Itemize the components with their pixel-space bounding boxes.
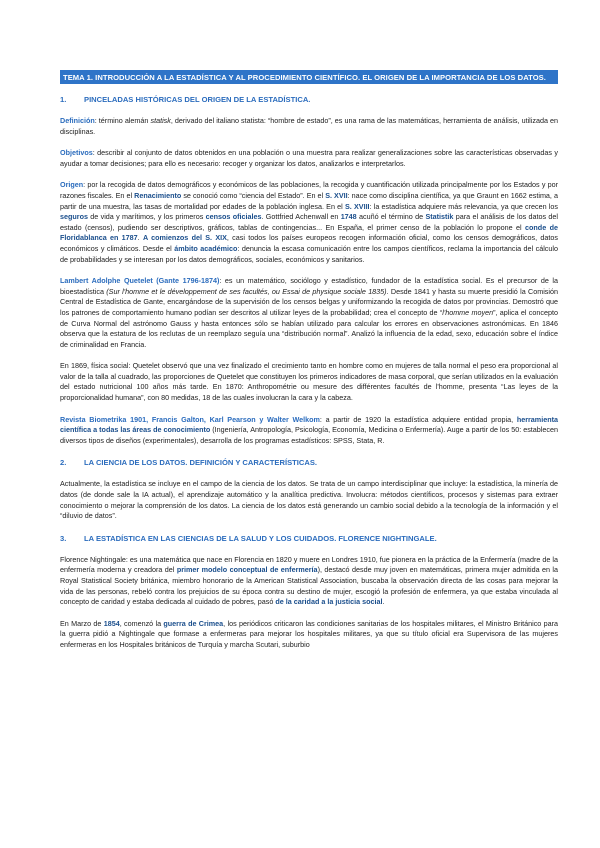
section-heading-3 <box>60 533 558 544</box>
origin-paragraph: Origen: por la recogida de datos demográficos y económicos de las poblaciones, la recogida y cuantificación utilizada principalmente por los Estados y por razones fiscales. En el Renacimiento se conoció como “ciencia del Estado”. En el S. XVII: nace como disciplina científica, ya que Graunt en 1662 estima, a partir de una muestra, las tasas de mortalidad por edades de la población inglesa. En el S. XVIII: la estadística adquiere más relevancia, ya que crecen los seguros de vida y marítimos, y los primeros censos oficiales. Gottfried Achenwall en 1748 acuñó el término de Statistik para el análisis de los datos del estado (censos), pudiendo ser descriptivos, gráficos, tablas de contingencias... En España, el primer censo de la población lo propone el conde de Floridablanca en 1787. A comienzos del S. XIX, casi todos los países europeos recogen información oficial, como los censos demográficos, datos económicos y climáticos. Desde el ámbito académico: denuncia la escasa comunicación entre los campos científicos, reclama la importancia del cálculo de probabilidades y se interesan por los datos demográficos, sociales, económicos y sanitarios. <box>60 180 558 264</box>
florence-paragraph: Florence Nightingale: es una matemática que nace en Florencia en 1820 y muere en Londres 1910, fue pionera en la práctica de la Enfermería (madre de la enfermería moderna y creadora del primer modelo conceptual de enfermería), destacó desde muy joven en matemáticas, primera mujer admitida en la Royal Statistical Society británica, miembro honorario de la American Statistical Association, buscaba la observación directa de las cosas para mejorar la vida de las personas, rebeló contra los prejuicios de su época contra su destino de mujer, escogió la profesión de enfermera, ya que estaba vinculada al concepto de caridad y estaba dedicada al cuidado de pobres, pasó de la caridad a la justicia social. <box>60 554 559 607</box>
term-objetivos: Objetivos <box>60 148 93 158</box>
section-heading-1 <box>60 94 558 105</box>
biometrika-paragraph: Revista Biometrika 1901, Francis Galton, Karl Pearson y Walter Welkom: a partir de 1920 la estadística adquiere entidad propia, herramienta científica a todas las áreas de conocimiento (Ingeniería, Antropología, Psicología, Economía, Medicina o Enfermería). Auge a partir de los 50: establecen diversos tipos de diseños (experimentales), desarrolla de los programas estadísticos: SPSS, Stata, R. <box>60 414 558 445</box>
section-title: PINCELADAS HISTÓRICAS DEL ORIGEN DE LA ESTADÍSTICA. <box>84 95 311 104</box>
quetelet-paragraph: Lambert Adolphe Quetelet (Gante 1796-1874): es un matemático, sociólogo y estadístico, fundador de la estadística social. Es el precursor de la bioestadística (Sur l'homme et le développement de ses facultés, ou Essai de physique sociale 1835). Desde 1841 y hasta su muerte presidió la Comisión Central de Estadística de Gante, encargándose de la supervisión de los censos belgas y uniformizando la recogida de datos por provincias. Demostró que los patrones de comportamiento humano podían ser descritos al utilizar leyes de la probabilidad; crea el concepto de “l'homme moyen”, aplica el concepto de Curva Normal del astrónomo Gauss y hasta entonces sólo se habían utilizado para calcular los errores en observaciones astronómicas. En 1846 observa que la estatura de los reclutas de un reemplazo seguía una “distribución normal”. Analizó la influencia de la edad, sexo, educación sobre el índice de criminalidad en Francia. <box>60 276 558 349</box>
document-page <box>60 70 558 662</box>
term-definicion: Definición <box>60 116 95 125</box>
section-title: LA CIENCIA DE LOS DATOS. DEFINICIÓN Y CARACTERÍSTICAS. <box>84 458 318 468</box>
section-number: 1. <box>60 95 67 104</box>
document-title: TEMA 1. INTRODUCCIÓN A LA ESTADÍSTICA Y AL PROCEDIMIENTO CIENTÍFICO. EL ORIGEN DE LA IMPORTANCIA DE LOS DATOS. <box>60 70 558 84</box>
physics-social-paragraph: En 1869, física social: Quetelet observó que una vez finalizado el crecimiento tanto en hombre como en mujeres de talla normal el peso era proporcional al valor de la talla al cuadrado, las proporciones de Quetelet que constituyen los primeros indicadores de masa corporal, que serían utilizados en la evaluación del estado nutricional 100 años más tarde. En 1870: Anthropométrie ou mesure des différentes facultés de l'homme, presenta “Las leyes de la proporcionalidad humana”, con 80 medidas, 18 de las cuales involucran la cara y la cabeza. <box>60 361 558 403</box>
definition-paragraph: Definición: término alemán statisk, derivado del italiano statista: “hombre de estado”, es una rama de las matemáticas, herramienta de análisis, utilizada en disciplinas. <box>60 116 558 136</box>
data-science-paragraph: Actualmente, la estadística se incluye en el campo de la ciencia de los datos. Se trata de un campo interdisciplinar que incluye: la estadística, la minería de datos (de donde sale la IA actual), el aprendizaje automático y la analítica predictiva. Involucra: métodos científicos, procesos y sistemas para extraer conocimiento o mejorar la comprensión de los datos. La ciencia de los datos está generando un cambio social debido a la tecnología de la información y el “diluvio de datos”. <box>60 479 558 521</box>
section-title: LA ESTADÍSTICA EN LAS CIENCIAS DE LA SALUD Y LOS CUIDADOS. FLORENCE NIGHTINGALE. <box>84 533 437 543</box>
objectives-paragraph: Objetivos: describir al conjunto de datos obtenidos en una población o una muestra para realizar generalizaciones sobre las características observadas y ayudar a tomar decisiones; para ello es necesario: recoger y organizar los datos, analizarlos e interpretarlos. <box>60 148 558 168</box>
section-number: 3. <box>60 533 67 543</box>
crimea-paragraph: En Marzo de 1854, comenzó la guerra de Crimea, los periódicos criticaron las condiciones sanitarias de los hospitales militares, el Ministro Británico para la guerra pidió a Nightingale que formase a enfermeras para mejorar los hospitales militares, ya que su título oficial era Supervisora de las mujeres enfermeras en los Hospitales británicos de Turquía y marcha Scutari, suburbio <box>60 618 558 649</box>
section-heading-2 <box>60 457 558 468</box>
section-number: 2. <box>60 458 67 468</box>
